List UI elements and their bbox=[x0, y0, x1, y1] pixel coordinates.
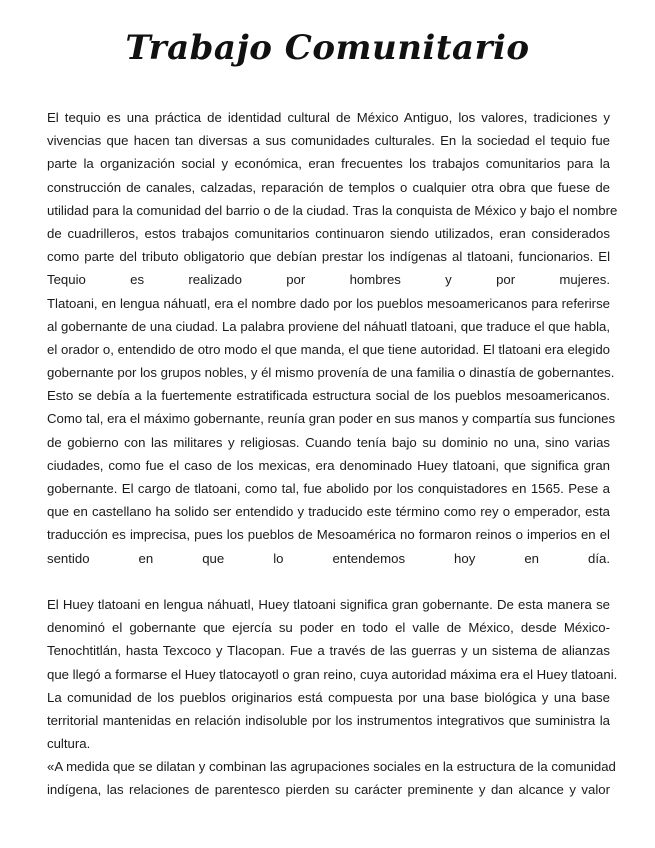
text-line: Esto se debía a la fuertemente estratificada estructura social de los pueblos mesoamericanos. bbox=[47, 388, 610, 404]
text-line: que llegó a formarse el Huey tlatocayotl o gran reino, cuya autoridad máxima era el Huey tlatoani. bbox=[47, 666, 618, 682]
paragraph-1 bbox=[47, 106, 618, 570]
page-title: Trabajo Comunitario bbox=[125, 28, 530, 68]
text-line: de cuadrilleros, estos trabajos comunitarios continuaron siendo utilizados, eran considerados bbox=[47, 225, 610, 241]
text-line: El Huey tlatoani en lengua náhuatl, Huey tlatoani significa gran gobernante. De esta manera se bbox=[47, 596, 610, 612]
text-line: construcción de canales, calzadas, reparación de templos o cualquier otra obra que fuese de bbox=[47, 179, 610, 195]
text-line: sentido en que lo entendemos hoy en día. bbox=[47, 550, 610, 566]
text-line: territorial mantenidas en relación indisoluble por los instrumentos integrativos que suministra la bbox=[47, 712, 610, 728]
text-line: gobernante por los grupos nobles, y él mismo provenía de una familia o dinastía de gobernantes. bbox=[47, 365, 615, 381]
text-line: El tequio es una práctica de identidad cultural de México Antiguo, los valores, tradiciones y bbox=[47, 110, 610, 125]
text-line: Como tal, era el máximo gobernante, reunía gran poder en sus manos y compartía sus funciones bbox=[47, 411, 616, 427]
text-line: «A medida que se dilatan y combinan las agrupaciones sociales en la estructura de la comunidad bbox=[47, 759, 616, 775]
text-line: Tlatoani, en lengua náhuatl, era el nombre dado por los pueblos mesoamericanos para referirse bbox=[47, 295, 610, 311]
text-line: denominó el gobernante que ejercía su poder en todo el valle de México, desde México- bbox=[47, 620, 610, 636]
text-line: parte la organización social y económica, eran frecuentes los trabajos comunitarios para la bbox=[47, 156, 610, 172]
paragraph-3 bbox=[47, 755, 616, 801]
document-body bbox=[47, 106, 618, 802]
text-line: que en castellano ha solido ser entendido y traducido este término como rey o emperador, esta bbox=[47, 504, 610, 520]
text-line: ciudades, como fue el caso de los mexicas, era denominado Huey tlatoani, que significa gran bbox=[47, 457, 610, 473]
text-line: al gobernante de una ciudad. La palabra proviene del náhuatl tlatoani, que traduce el que habla, bbox=[47, 318, 610, 334]
text-line: gobernante. El cargo de tlatoani, como tal, fue abolido por los conquistadores en 1565. Pese a bbox=[47, 481, 610, 496]
paragraph-2 bbox=[47, 593, 618, 755]
text-line: traducción es imprecisa, pues los pueblos de Mesoamérica no formaron reinos o imperios en el bbox=[47, 527, 610, 543]
text-line: Tequio es realizado por hombres y por mujeres. bbox=[47, 272, 610, 288]
text-line: vivencias que hacen tan diversas a sus comunidades culturales. En la sociedad el tequio fue bbox=[47, 133, 610, 149]
text-line: el orador o, entendido de otro modo el que manda, el que tiene autoridad. El tlatoani era elegido bbox=[47, 341, 610, 357]
text-line: de gobierno con las militares y religiosas. Cuando tenía bajo su dominio no una, sino varias bbox=[47, 434, 610, 450]
text-line: Tenochtitlán, hasta Texcoco y Tlacopan. Fue a través de las guerras y un sistema de alianzas bbox=[47, 643, 610, 659]
text-line: como parte del tributo obligatorio que debían prestar los indígenas al tlatoani, funcionarios. El bbox=[47, 249, 610, 265]
paragraph-spacer bbox=[47, 570, 610, 593]
text-line: indígena, las relaciones de parentesco pierden su carácter preminente y dan alcance y valor bbox=[47, 782, 610, 798]
text-line: utilidad para la comunidad del barrio o de la ciudad. Tras la conquista de México y bajo el nombre bbox=[47, 202, 618, 218]
text-line: La comunidad de los pueblos originarios está compuesta por una base biológica y una base bbox=[47, 689, 610, 705]
text-line: cultura. bbox=[47, 736, 91, 752]
